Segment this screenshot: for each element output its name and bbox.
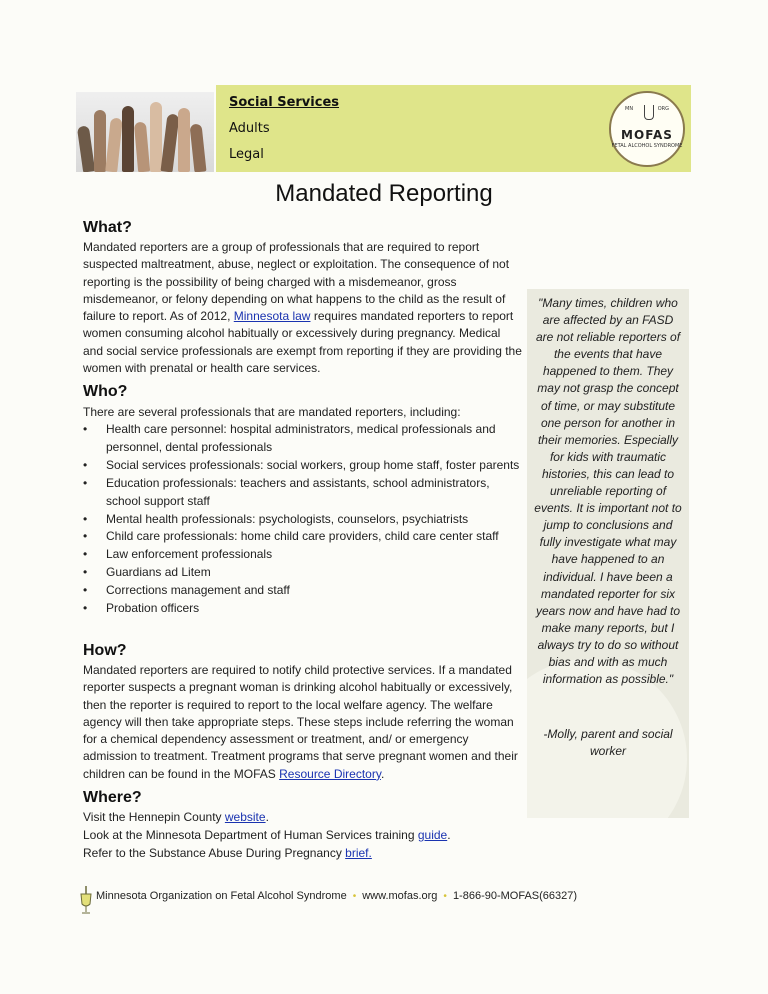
brief-link[interactable]: brief. (345, 846, 372, 860)
wine-glass-icon (79, 886, 93, 914)
quote-text: "Many times, children who are affected by an FASD are not reliable reporters of the events that have happened to them. They may not grasp the concept of time, or may substitute one person for another in their memories. Especially for kids with traumatic histories, this can lead to unreliable reporting of events. It is important not to jump to conclusions and fully investigate what may have happened to an individual. I have been a mandated reporter for six years now and have had to make many reports, but I always try to do so without bias and with as much information as possible." (534, 296, 682, 687)
list-item-text: Social services professionals: social workers, group home staff, foster parents (106, 457, 520, 472)
footer-url[interactable]: www.mofas.org (362, 890, 438, 902)
list-item-text: Corrections management and staff (106, 583, 290, 598)
nav-legal[interactable]: Legal (229, 147, 264, 162)
bullet-icon: • (83, 583, 88, 598)
who-intro: There are several professionals that are mandated reporters, including: (83, 405, 461, 419)
where-text: Refer to the Substance Abuse During Pregnancy (83, 846, 346, 860)
what-text-1: Mandated reporters are a group of professionals that are required to report suspected maltreatment, abuse, neglect or exploitation. The consequence of not reporting is the possibility of being charged with a misdemeanor, gross misdemeanor, or felony depending on what happens to the child as the result of failure to report. As of 2012, (83, 240, 510, 324)
list-item (83, 457, 523, 475)
raised-hands-photo (76, 92, 214, 172)
bullet-icon: • (83, 565, 88, 580)
what-paragraph (83, 239, 523, 377)
list-item (83, 582, 523, 600)
logo-tag-right: ORG (657, 106, 669, 112)
mofas-logo (609, 91, 685, 167)
mandated-reporters-list (83, 421, 523, 618)
footer (96, 890, 577, 902)
list-item (83, 421, 523, 457)
where-text: Look at the Minnesota Department of Human Services training (83, 828, 418, 842)
separator-dot: • (443, 891, 447, 902)
list-item-text: Law enforcement professionals (106, 547, 273, 562)
what-text-2: requires mandated reporters to report women consuming alcohol habitually or excessively during pregnancy. Medical and social service professionals are exempt from reporting if they are providing the women with prenatal or health care services. (83, 309, 522, 376)
where-text: . (447, 828, 451, 842)
bullet-icon: • (83, 422, 88, 436)
list-item (83, 546, 523, 564)
bullet-icon: • (83, 457, 88, 472)
list-item (83, 528, 523, 546)
minnesota-law-link[interactable]: Minnesota law (233, 309, 311, 324)
website-link[interactable]: website (224, 810, 266, 824)
bullet-icon: • (83, 475, 88, 490)
where-line-guide (83, 828, 451, 842)
where-heading: Where? (83, 789, 142, 806)
list-item-text: Probation officers (106, 601, 200, 616)
page-title: Mandated Reporting (275, 180, 493, 207)
list-item (83, 511, 523, 529)
list-item-text: Guardians ad Litem (106, 565, 211, 580)
list-item (83, 475, 523, 511)
nav-adults[interactable]: Adults (229, 121, 270, 136)
list-item (83, 600, 523, 618)
where-text: . (265, 810, 269, 824)
bullet-icon: • (83, 601, 88, 616)
list-item (83, 564, 523, 582)
where-line-website (83, 810, 269, 824)
separator-dot: • (352, 891, 357, 902)
header-band (216, 85, 691, 172)
wine-glass-icon (644, 105, 654, 120)
list-item-text: Mental health professionals: psychologists, counselors, psychiatrists (106, 511, 469, 526)
resource-directory-link[interactable]: Resource Directory (279, 766, 381, 781)
logo-wordmark: MOFAS (621, 127, 673, 142)
how-heading: How? (83, 642, 127, 659)
how-text-1: Mandated reporters are required to notify child protective services. If a mandated reporter suspects a pregnant woman is drinking alcohol habitually or excessively, then the reporter is required to report to the local welfare agency. The welfare agency will then take appropriate steps. These steps include referring the woman for a chemical dependency assessment or treatment, and/ or emergency admission to treatment. Treatment programs that serve pregnant women and their children can be found in the MOFAS (83, 663, 518, 781)
how-text-2: . (380, 766, 385, 781)
bullet-icon: • (83, 529, 88, 544)
footer-org: Minnesota Organization on Fetal Alcohol Syndrome (96, 890, 347, 902)
how-paragraph (83, 662, 523, 783)
logo-subtitle: FETAL ALCOHOL SYNDROME (611, 142, 683, 149)
list-item-text: Education professionals: teachers and assistants, school administrators, school support staff (106, 475, 490, 508)
logo-tag-left: MN (625, 106, 634, 112)
where-text: Visit the Hennepin County (83, 810, 225, 824)
bullet-icon: • (83, 547, 88, 562)
list-item-text: Child care professionals: home child care providers, child care center staff (106, 529, 499, 544)
guide-link[interactable]: guide (417, 828, 448, 842)
footer-phone: 1-866-90-MOFAS(66327) (452, 890, 578, 902)
list-item-text: Health care personnel: hospital administrators, medical professionals and personnel, dental professionals (106, 422, 496, 454)
where-line-brief (83, 846, 372, 860)
nav-social-services[interactable]: Social Services (229, 95, 339, 110)
who-heading: Who? (83, 383, 128, 400)
quote-sidebar (527, 289, 689, 818)
what-heading: What? (83, 219, 132, 236)
bullet-icon: • (83, 511, 88, 526)
quote-attribution: -Molly, parent and social worker (543, 727, 673, 759)
